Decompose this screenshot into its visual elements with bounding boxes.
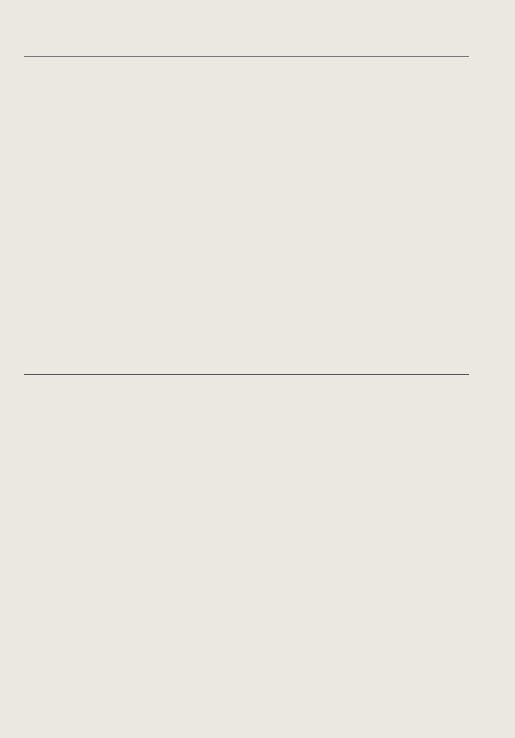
section-divider	[24, 374, 469, 375]
bottom-band	[24, 382, 469, 700]
top-band	[24, 66, 469, 370]
header-rule	[24, 56, 469, 57]
